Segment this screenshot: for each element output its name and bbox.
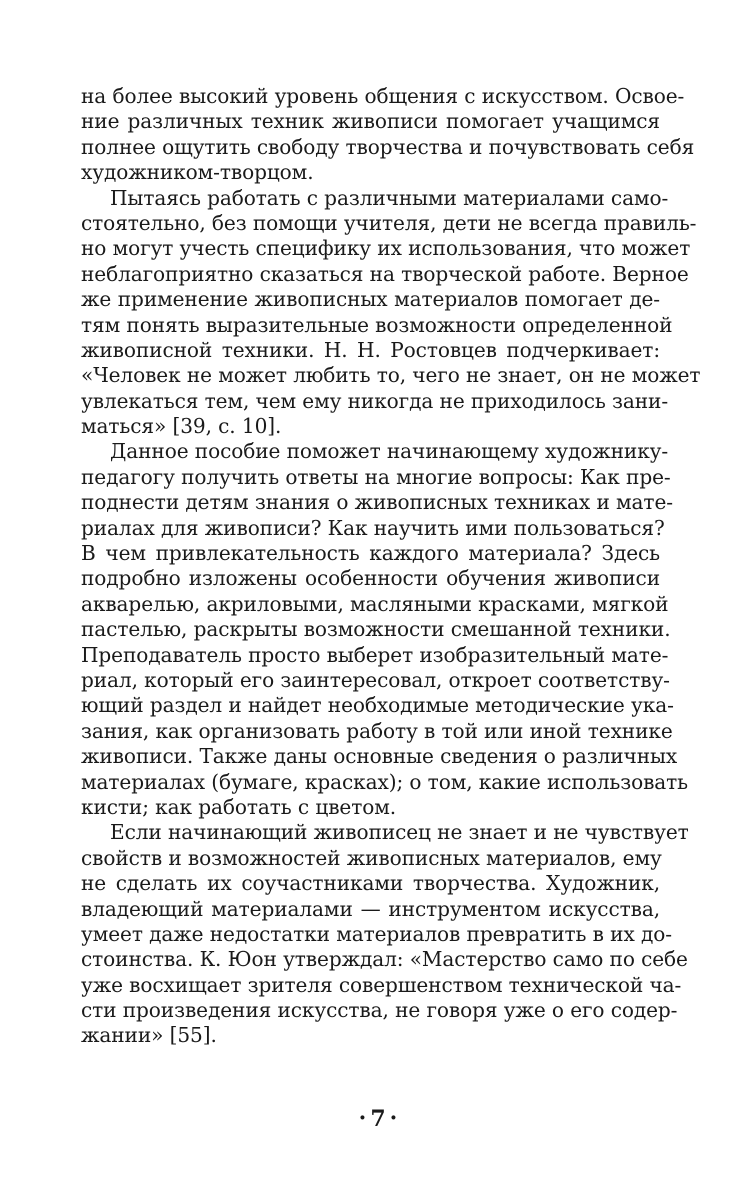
text-line: подробно изложены особенности обучения живописи [81,566,660,591]
text-line: зания, как организовать работу в той или иной технике [81,718,673,743]
paragraph [81,439,689,820]
text-line: неблагоприятно сказаться на творческой работе. Верное [81,261,689,286]
text-line: риалах для живописи? Как научить ими пользоваться? [81,515,665,540]
text-line: живописи. Также даны основные сведения о различных [81,744,678,769]
text-line: Преподаватель просто выберет изобразительный мате- [81,642,669,667]
text-line: поднести детям знания о живописных техниках и мате- [81,490,673,515]
text-line: ние различных техник живописи помогает учащимся [81,109,660,134]
text-line: Данное пособие поможет начинающему художнику- [110,439,669,464]
text-line: тям понять выразительные возможности определенной [81,312,673,337]
page-number-dot-left: · [358,1105,367,1131]
text-line: риал, который его заинтересовал, откроет соответству- [81,667,670,692]
text-line: акварелью, акриловыми, масляными красками, мягкой [81,591,669,616]
text-line: художником-творцом. [81,160,314,185]
text-line: но могут учесть специфику их использования, что может [81,236,691,261]
text-line: Пытаясь работать с различными материалами само- [110,185,669,210]
text-line: маться» [39, с. 10]. [81,414,282,439]
text-line: умеет даже недостатки материалов превратить в их до- [81,921,672,946]
page-body [81,84,701,1049]
text-line: «Человек не может любить то, чего не знает, он не может [81,363,701,388]
paragraph [81,820,689,1049]
text-line: сти произведения искусства, не говоря уже о его содер- [81,998,678,1023]
text-line: не сделать их соучастниками творчества. Художник, [81,871,660,896]
page-number-value: 7 [370,1106,386,1132]
text-line: пастелью, раскрыты возможности смешанной техники. [81,617,671,642]
text-line: же применение живописных материалов помогает де- [81,287,660,312]
text-line: полнее ощутить свободу творчества и почувствовать себя [81,134,695,159]
paragraph [81,185,701,440]
text-line: стоинства. К. Юон утверждал: «Мастерство само по себе [81,947,688,972]
text-line: на более высокий уровень общения с искусством. Освое- [81,84,685,108]
text-line: Если начинающий живописец не знает и не чувствует [110,820,689,845]
text-line: уже восхищает зрителя совершенством технической ча- [81,972,682,997]
text-line: свойств и возможностей живописных материалов, ему [81,845,662,870]
text-line: ющий раздел и найдет необходимые методические ука- [81,693,674,718]
text-line: стоятельно, без помощи учителя, дети не всегда правиль- [81,210,697,235]
text-line: педагогу получить ответы на многие вопросы: Как пре- [81,464,671,489]
text-line: В чем привлекательность каждого материала? Здесь [81,541,660,566]
page-number [0,1106,756,1133]
page-number-dot-right: · [389,1105,398,1131]
paragraph [81,84,695,186]
text-line: владеющий материалами — инструментом искусства, [81,896,660,921]
text-line: кисти; как работать с цветом. [81,794,397,819]
text-line: жании» [55]. [81,1023,217,1048]
text-line: живописной техники. Н. Н. Ростовцев подчеркивает: [81,337,660,362]
text-line: материалах (бумаге, красках); о том, какие использовать [81,769,689,794]
text-line: увлекаться тем, чем ему никогда не приходилось зани- [81,388,669,413]
